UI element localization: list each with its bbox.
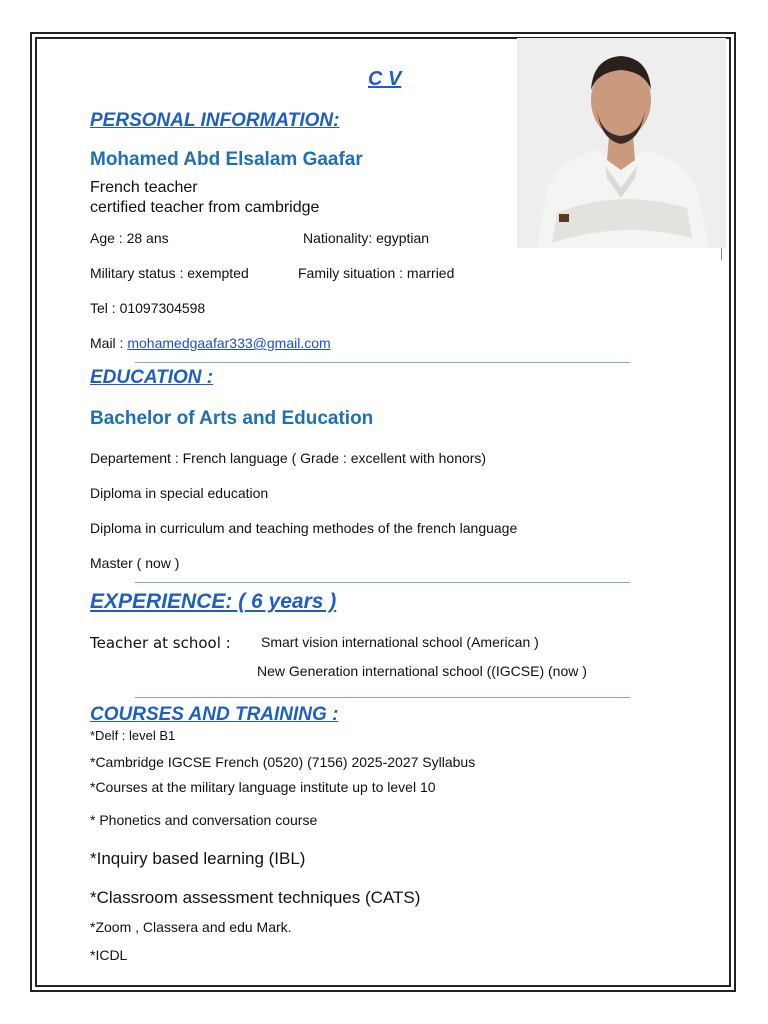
military-status: Military status : exempted [90, 265, 249, 281]
mail-line [90, 335, 331, 351]
course-item: *Delf : level B1 [90, 728, 176, 743]
age-value: Age : 28 ans [90, 230, 169, 246]
education-heading: EDUCATION : [90, 367, 214, 388]
divider [135, 362, 630, 363]
experience-school: New Generation international school ((IGCSE) (now ) [257, 663, 587, 679]
personal-info-heading: PERSONAL INFORMATION: [90, 110, 340, 131]
course-item: *Zoom , Classera and edu Mark. [90, 919, 292, 935]
course-item: *ICDL [90, 947, 128, 963]
education-item: Master ( now ) [90, 555, 180, 571]
email-link[interactable]: mohamedgaafar333@gmail.com [127, 335, 331, 351]
course-item: *Cambridge IGCSE French (0520) (7156) 2025-2027 Syllabus [90, 754, 476, 770]
degree-title: Bachelor of Arts and Education [90, 408, 374, 429]
telephone: Tel : 01097304598 [90, 300, 206, 316]
course-item: *Classroom assessment techniques (CATS) [90, 888, 421, 907]
candidate-certification: certified teacher from cambridge [90, 199, 320, 216]
mail-label: Mail : [90, 335, 128, 351]
education-item: Departement : French language ( Grade : excellent with honors) [90, 450, 487, 466]
experience-school: Smart vision international school (American ) [261, 634, 539, 650]
education-item: Diploma in special education [90, 485, 269, 501]
cv-title: C V [368, 68, 402, 90]
photo-edge-mark [721, 248, 722, 260]
experience-heading: EXPERIENCE: ( 6 years ) [90, 590, 337, 613]
profile-photo [517, 38, 726, 248]
experience-label: Teacher at school : [90, 634, 231, 652]
candidate-name: Mohamed Abd Elsalam Gaafar [90, 149, 363, 170]
candidate-role: French teacher [90, 179, 198, 196]
course-item: * Phonetics and conversation course [90, 812, 318, 828]
divider [135, 697, 630, 698]
divider [135, 582, 630, 583]
course-item: *Courses at the military language institute up to level 10 [90, 779, 436, 795]
nationality-value: Nationality: egyptian [303, 230, 430, 246]
education-item: Diploma in curriculum and teaching methodes of the french language [90, 520, 518, 536]
course-item: *Inquiry based learning (IBL) [90, 849, 306, 868]
family-situation: Family situation : married [298, 265, 455, 281]
courses-heading: COURSES AND TRAINING : [90, 704, 339, 725]
